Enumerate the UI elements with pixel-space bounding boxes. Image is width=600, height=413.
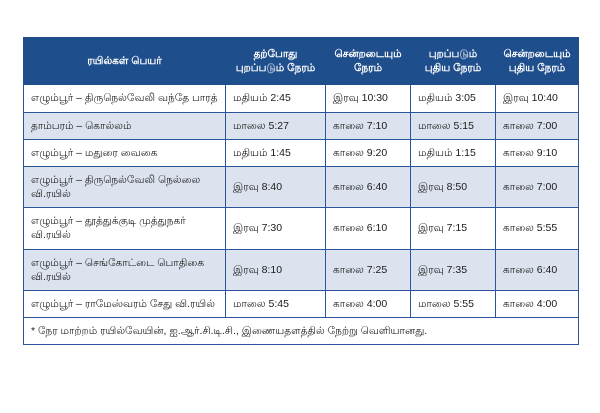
table-row — [24, 166, 579, 207]
cell-arrival: இரவு 10:30 — [326, 85, 411, 112]
table-row — [24, 139, 579, 166]
cell-train-name: எழும்பூர் – தூத்துக்குடி முத்துநகர் வி.ரயில் — [24, 208, 226, 249]
column-header-current-departure: தற்போது புறப்படும் நேரம் — [226, 38, 326, 85]
cell-new-departure: மாலை 5:15 — [411, 112, 496, 139]
cell-new-arrival: காலை 7:00 — [496, 112, 579, 139]
cell-arrival: காலை 9:20 — [326, 139, 411, 166]
cell-new-departure: மதியம் 3:05 — [411, 85, 496, 112]
table-row — [24, 290, 579, 317]
cell-arrival: காலை 7:10 — [326, 112, 411, 139]
column-header-train-name: ரயில்கள் பெயர் — [24, 38, 226, 85]
table-row — [24, 249, 579, 290]
cell-new-departure: இரவு 7:35 — [411, 249, 496, 290]
cell-train-name: எழும்பூர் – ராமேஸ்வரம் சேது வி.ரயில் — [24, 290, 226, 317]
table-header — [24, 38, 579, 85]
cell-train-name: எழும்பூர் – மதுரை வைகை — [24, 139, 226, 166]
cell-new-arrival: இரவு 10:40 — [496, 85, 579, 112]
cell-new-arrival: காலை 7:00 — [496, 166, 579, 207]
train-schedule-table — [23, 37, 579, 345]
cell-current-departure: மதியம் 1:45 — [226, 139, 326, 166]
table-body — [24, 85, 579, 345]
cell-train-name: எழும்பூர் – திருநெல்வேலி வந்தே பாரத் — [24, 85, 226, 112]
cell-new-departure: இரவு 7:15 — [411, 208, 496, 249]
cell-arrival: காலை 4:00 — [326, 290, 411, 317]
cell-current-departure: மதியம் 2:45 — [226, 85, 326, 112]
cell-train-name: தாம்பரம் – கொல்லம் — [24, 112, 226, 139]
cell-current-departure: இரவு 7:30 — [226, 208, 326, 249]
cell-arrival: காலை 7:25 — [326, 249, 411, 290]
cell-new-departure: இரவு 8:50 — [411, 166, 496, 207]
cell-current-departure: மாலை 5:27 — [226, 112, 326, 139]
table-footnote-row — [24, 318, 579, 345]
cell-current-departure: இரவு 8:40 — [226, 166, 326, 207]
cell-train-name: எழும்பூர் – திருநெல்வேலி நெல்லை வி.ரயில் — [24, 166, 226, 207]
column-header-new-arrival: சென்றடையும் புதிய நேரம் — [496, 38, 579, 85]
table-row — [24, 208, 579, 249]
cell-current-departure: மாலை 5:45 — [226, 290, 326, 317]
cell-new-departure: மதியம் 1:15 — [411, 139, 496, 166]
table-row — [24, 85, 579, 112]
train-schedule-container — [23, 37, 578, 345]
cell-new-arrival: காலை 5:55 — [496, 208, 579, 249]
cell-train-name: எழும்பூர் – செங்கோட்டை பொதிகை வி.ரயில் — [24, 249, 226, 290]
cell-current-departure: இரவு 8:10 — [226, 249, 326, 290]
column-header-new-departure: புறப்படும் புதிய நேரம் — [411, 38, 496, 85]
cell-new-arrival: காலை 9:10 — [496, 139, 579, 166]
table-header-row — [24, 38, 579, 85]
table-row — [24, 112, 579, 139]
footnote-text: * நேர மாற்றம் ரயில்வேயின், ஐ.ஆர்.சி.டி.சி., இணையதளத்தில் நேற்று வெளியானது. — [24, 318, 579, 345]
cell-arrival: காலை 6:40 — [326, 166, 411, 207]
cell-new-arrival: காலை 6:40 — [496, 249, 579, 290]
column-header-arrival: சென்றடையும் நேரம் — [326, 38, 411, 85]
cell-new-departure: மாலை 5:55 — [411, 290, 496, 317]
cell-new-arrival: காலை 4:00 — [496, 290, 579, 317]
cell-arrival: காலை 6:10 — [326, 208, 411, 249]
